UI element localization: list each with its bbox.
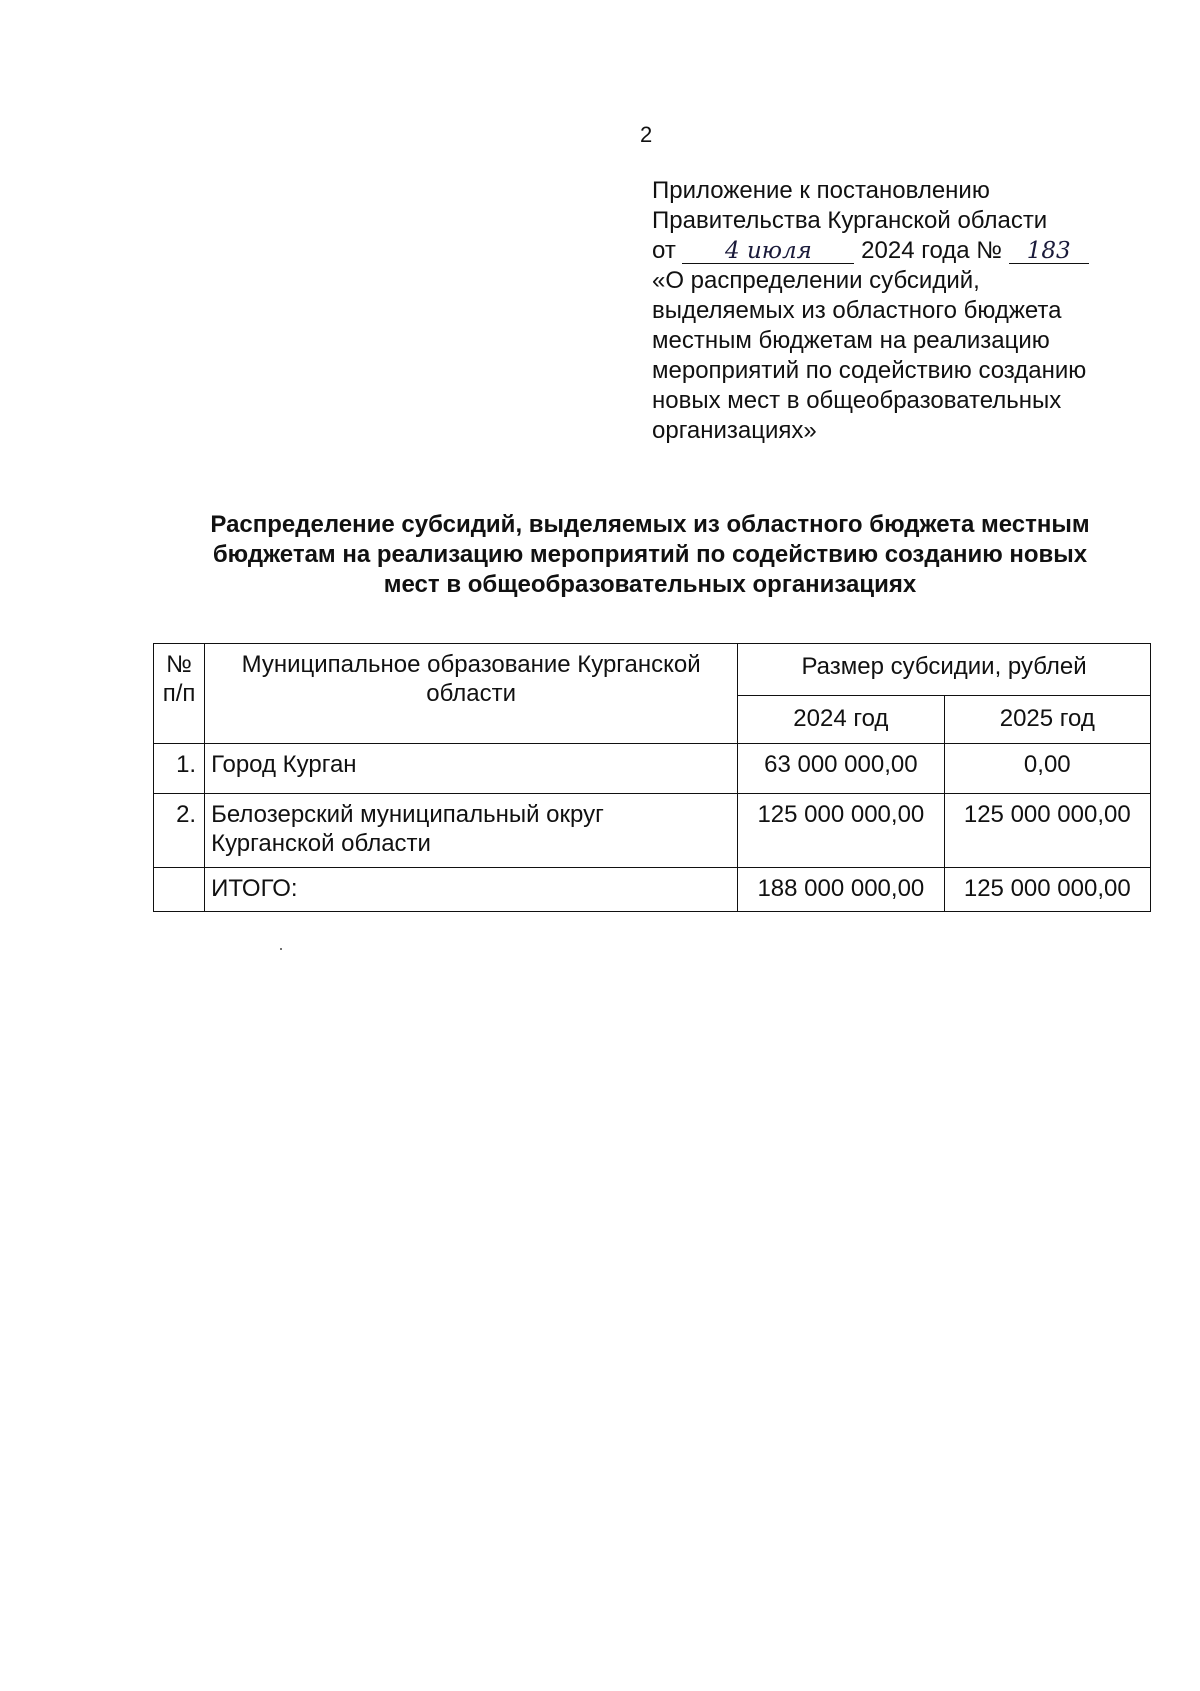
document-title [160, 510, 1140, 600]
appendix-line: выделяемых из областного бюджета [652, 297, 1062, 324]
title-line: бюджетам на реализацию мероприятий по содействию созданию новых [212, 541, 1088, 568]
header-number [154, 644, 205, 744]
header-subsidy-size: Размер субсидии, рублей [738, 644, 1151, 696]
total-value-2024: 188 000 000,00 [738, 868, 944, 912]
row-value-2024: 63 000 000,00 [738, 744, 944, 794]
table-row [154, 794, 1151, 868]
total-number [154, 868, 205, 912]
subsidy-table [153, 643, 1151, 912]
appendix-line: Приложение к постановлению [652, 177, 990, 204]
appendix-line: Правительства Курганской области [652, 207, 1048, 234]
scan-speck [280, 948, 282, 950]
table-total-row [154, 868, 1151, 912]
appendix-block [652, 176, 1172, 446]
row-municipality [205, 744, 738, 794]
from-prefix: от [652, 237, 676, 264]
row-municipality [205, 794, 738, 868]
header-municipality [205, 644, 738, 744]
page-number: 2 [640, 122, 653, 147]
row-number: 2. [154, 794, 205, 868]
title-line: мест в общеобразовательных организациях [383, 571, 917, 598]
header-number-line1: № [166, 651, 192, 678]
handwritten-number: 183 [1009, 239, 1089, 264]
handwritten-date: 4 июля [682, 239, 854, 264]
row-value-2024: 125 000 000,00 [738, 794, 944, 868]
header-number-line2: п/п [162, 680, 196, 707]
appendix-date-line [652, 236, 1172, 266]
row-number: 1. [154, 744, 205, 794]
appendix-line: мероприятий по содействию созданию [652, 357, 1087, 384]
title-line: Распределение субсидий, выделяемых из областного бюджета местным [210, 511, 1090, 538]
total-label: ИТОГО: [205, 868, 738, 912]
row-value-2025: 125 000 000,00 [944, 794, 1150, 868]
table-row [154, 744, 1151, 794]
appendix-line: местным бюджетам на реализацию [652, 327, 1050, 354]
total-value-2025: 125 000 000,00 [944, 868, 1150, 912]
row-municipality-line1: Город Курган [211, 751, 357, 778]
header-municipality-line1: Муниципальное образование Курганской [241, 651, 701, 678]
appendix-line: организациях» [652, 417, 817, 444]
header-year-2024: 2024 год [738, 696, 944, 744]
appendix-line: «О распределении субсидий, [652, 267, 980, 294]
row-municipality-line1: Белозерский муниципальный округ [211, 801, 604, 828]
appendix-line: новых мест в общеобразовательных [652, 387, 1062, 414]
table-header-row [154, 644, 1151, 696]
year-text: 2024 года № [861, 237, 1003, 264]
row-municipality-line2: Курганской области [211, 830, 431, 857]
header-municipality-line2: области [426, 680, 516, 707]
header-year-2025: 2025 год [944, 696, 1150, 744]
row-value-2025: 0,00 [944, 744, 1150, 794]
